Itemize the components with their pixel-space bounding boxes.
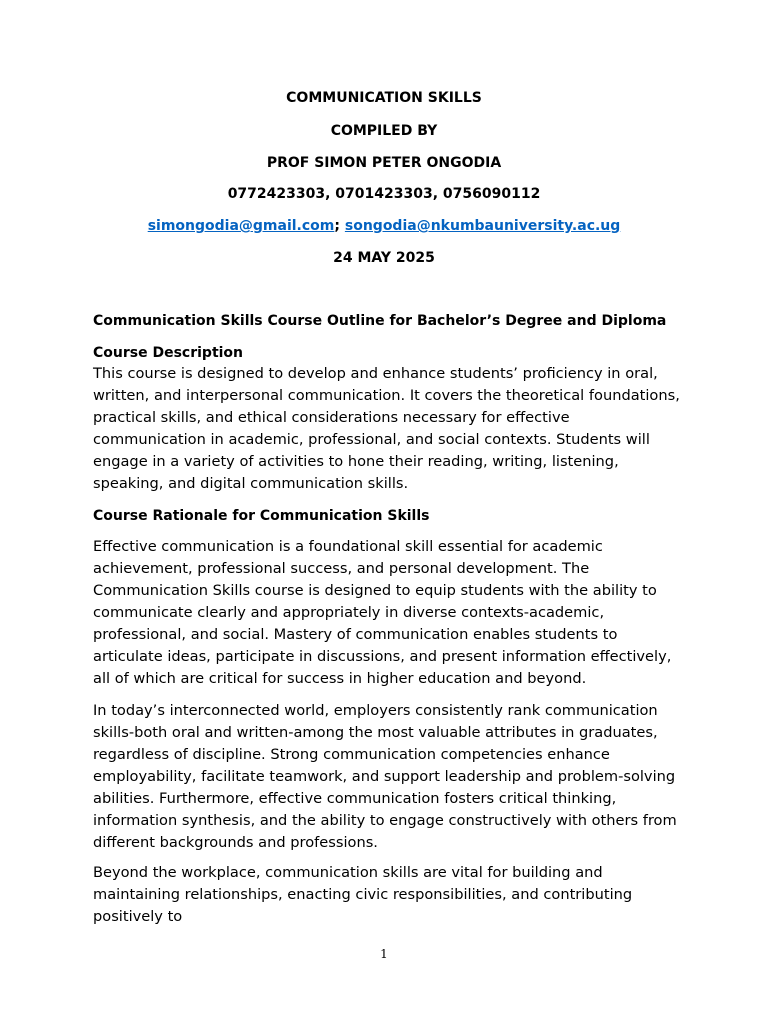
document-date: 24 MAY 2025: [333, 250, 435, 266]
course-description-heading: Course Description: [93, 345, 244, 361]
phone-numbers: 0772423303, 0701423303, 0756090112: [227, 186, 541, 202]
outline-title: Communication Skills Course Outline for Bachelor’s Degree and Diploma: [93, 313, 667, 329]
email-link-gmail[interactable]: simongodia@gmail.com: [147, 218, 335, 234]
document-title: COMMUNICATION SKILLS: [286, 90, 482, 106]
course-description-text: This course is designed to develop and enhance students’ proficiency in oral, written, and interpersonal communication. It covers the theoretical foundations, practical skills, and ethical considerations necessary for effective communication in academic, professional, and social contexts. Students will engage in a variety of activities to hone their reading, writing, listening, speaking, and digital communication skills.: [93, 365, 680, 492]
page-number: 1: [380, 947, 388, 961]
author-name: PROF SIMON PETER ONGODIA: [266, 155, 502, 171]
email-line: [0, 216, 768, 236]
rationale-paragraph-2: In today’s interconnected world, employers consistently rank communication skills-both oral and written-among the most valuable attributes in graduates, regardless of discipline. Strong communication competencies enhance employability, facilitate teamwork, and support leadership and problem-solving abilities. Furthermore, effective communication fosters critical thinking, information synthesis, and the ability to engage constructively with others from different backgrounds and professions.: [93, 702, 677, 851]
rationale-paragraph-3: Beyond the workplace, communication skills are vital for building and maintaining relationships, enacting civic responsibilities, and contributing positively to: [93, 864, 633, 925]
email-separator: ;: [334, 218, 340, 234]
course-rationale-heading: Course Rationale for Communication Skills: [93, 508, 430, 524]
email-link-university[interactable]: songodia@nkumbauniversity.ac.ug: [344, 218, 621, 234]
compiled-by-label: COMPILED BY: [330, 123, 438, 139]
rationale-paragraph-1: Effective communication is a foundational skill essential for academic achievement, professional success, and personal development. The Communication Skills course is designed to equip students with the ability to communicate clearly and appropriately in diverse contexts-academic, professional, and social. Mastery of communication enables students to articulate ideas, participate in discussions, and present information effectively, all of which are critical for success in higher education and beyond.: [93, 538, 672, 687]
